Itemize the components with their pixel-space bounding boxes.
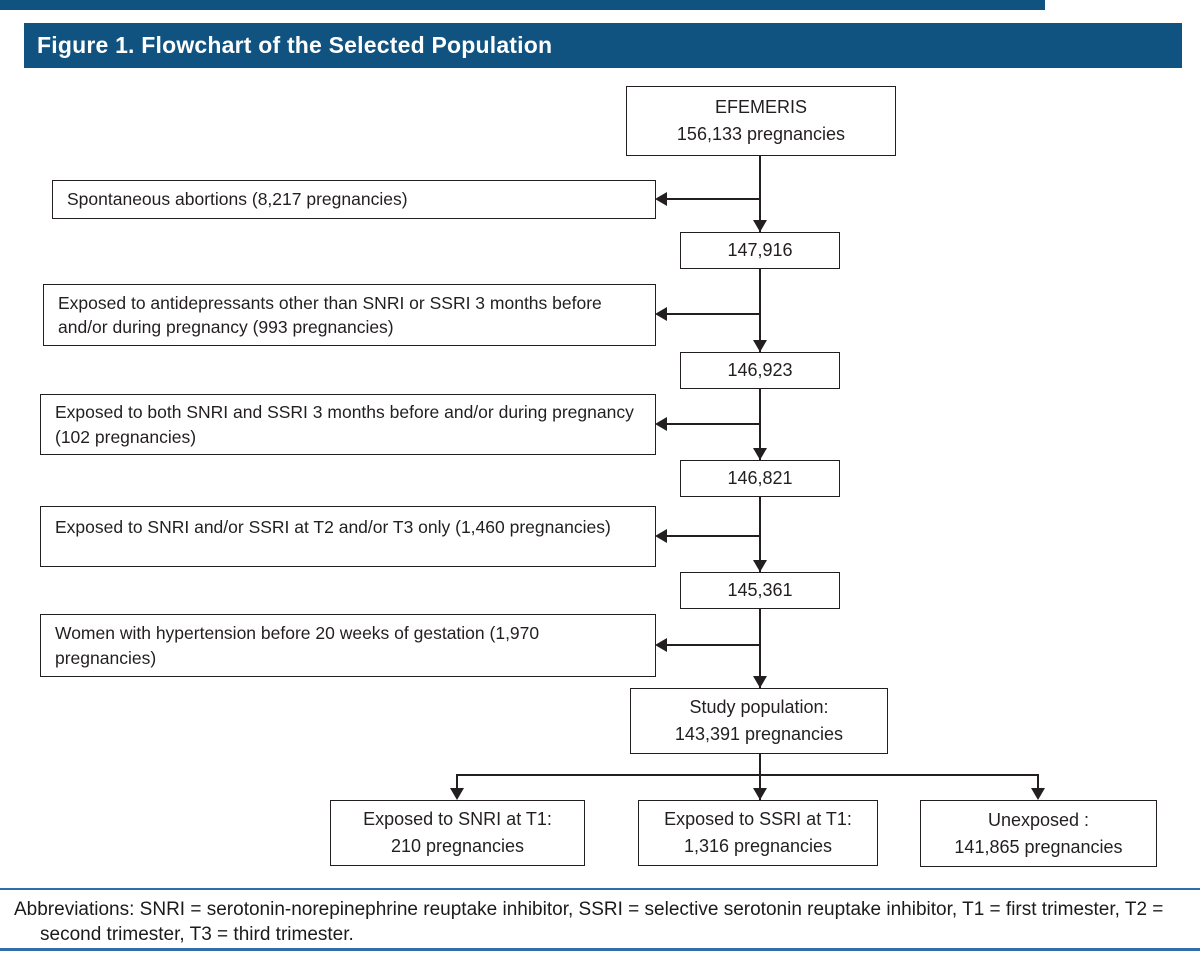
connector-line xyxy=(665,535,760,537)
count-box-1 xyxy=(680,232,840,269)
exclusion-text: Women with hypertension before 20 weeks of gestation (1,970 pregnancies) xyxy=(55,623,540,668)
connector-line xyxy=(665,313,760,315)
efemeris-name: EFEMERIS xyxy=(714,97,807,117)
arrowhead-down-icon xyxy=(753,788,767,800)
flow-box-study-population xyxy=(630,688,888,754)
outcome-label: Exposed to SNRI at T1: xyxy=(363,809,552,829)
outcome-box-unexposed xyxy=(920,800,1157,867)
arrowhead-left-icon xyxy=(655,417,667,431)
study-population-count: 143,391 pregnancies xyxy=(674,724,844,744)
divider-rule-bottom xyxy=(0,948,1200,951)
count-box-4 xyxy=(680,572,840,609)
arrowhead-down-icon xyxy=(1031,788,1045,800)
connector-line xyxy=(665,423,760,425)
outcome-count: 210 pregnancies xyxy=(390,836,525,856)
count-value: 147,916 xyxy=(727,240,793,260)
exclusion-text: Exposed to SNRI and/or SSRI at T2 and/or T3 only (1,460 pregnancies) xyxy=(55,517,611,537)
study-population-label: Study population: xyxy=(689,697,829,717)
exclusion-box-hypertension xyxy=(40,614,656,677)
count-box-3 xyxy=(680,460,840,497)
figure-title: Figure 1. Flowchart of the Selected Population xyxy=(24,23,1182,68)
arrowhead-down-icon xyxy=(753,220,767,232)
divider-rule-top xyxy=(0,888,1200,890)
outcome-box-ssri-t1 xyxy=(638,800,878,866)
exclusion-text: Exposed to antidepressants other than SNRI or SSRI 3 months before and/or during pregnancy (993 pregnancies) xyxy=(58,292,602,337)
abbreviations-note: Abbreviations: SNRI = serotonin-norepinephrine reuptake inhibitor, SSRI = selective serotonin reuptake inhibitor, T1 = first trimester, T2 = second trimester, T3 = third trimester. xyxy=(14,899,1164,946)
flow-box-efemeris xyxy=(626,86,896,156)
count-value: 146,923 xyxy=(727,360,793,380)
arrowhead-down-icon xyxy=(753,340,767,352)
outcome-count: 1,316 pregnancies xyxy=(683,836,833,856)
arrowhead-down-icon xyxy=(753,448,767,460)
connector-line xyxy=(665,198,760,200)
arrowhead-down-icon xyxy=(450,788,464,800)
exclusion-box-both-snri-ssri xyxy=(40,394,656,455)
outcome-label: Unexposed : xyxy=(987,809,1090,830)
outcome-label: Exposed to SSRI at T1: xyxy=(664,809,852,829)
exclusion-text: Spontaneous abortions (8,217 pregnancies) xyxy=(67,189,408,210)
outcome-count: 141,865 pregnancies xyxy=(954,836,1123,857)
connector-line xyxy=(456,774,1039,776)
outcome-box-snri-t1 xyxy=(330,800,585,866)
arrowhead-down-icon xyxy=(753,676,767,688)
arrowhead-down-icon xyxy=(753,560,767,572)
count-box-2 xyxy=(680,352,840,389)
arrowhead-left-icon xyxy=(655,307,667,321)
exclusion-box-t2-t3-only xyxy=(40,506,656,567)
top-border-bar xyxy=(0,0,1045,10)
efemeris-count: 156,133 pregnancies xyxy=(676,124,846,144)
exclusion-box-spontaneous-abortions xyxy=(52,180,656,219)
arrowhead-left-icon xyxy=(655,638,667,652)
exclusion-text: Exposed to both SNRI and SSRI 3 months before and/or during pregnancy (102 pregnancies) xyxy=(55,402,634,447)
connector-line xyxy=(665,644,760,646)
count-value: 146,821 xyxy=(727,468,793,488)
exclusion-box-other-antidepressants xyxy=(43,284,656,346)
count-value: 145,361 xyxy=(727,580,793,600)
arrowhead-left-icon xyxy=(655,192,667,206)
arrowhead-left-icon xyxy=(655,529,667,543)
